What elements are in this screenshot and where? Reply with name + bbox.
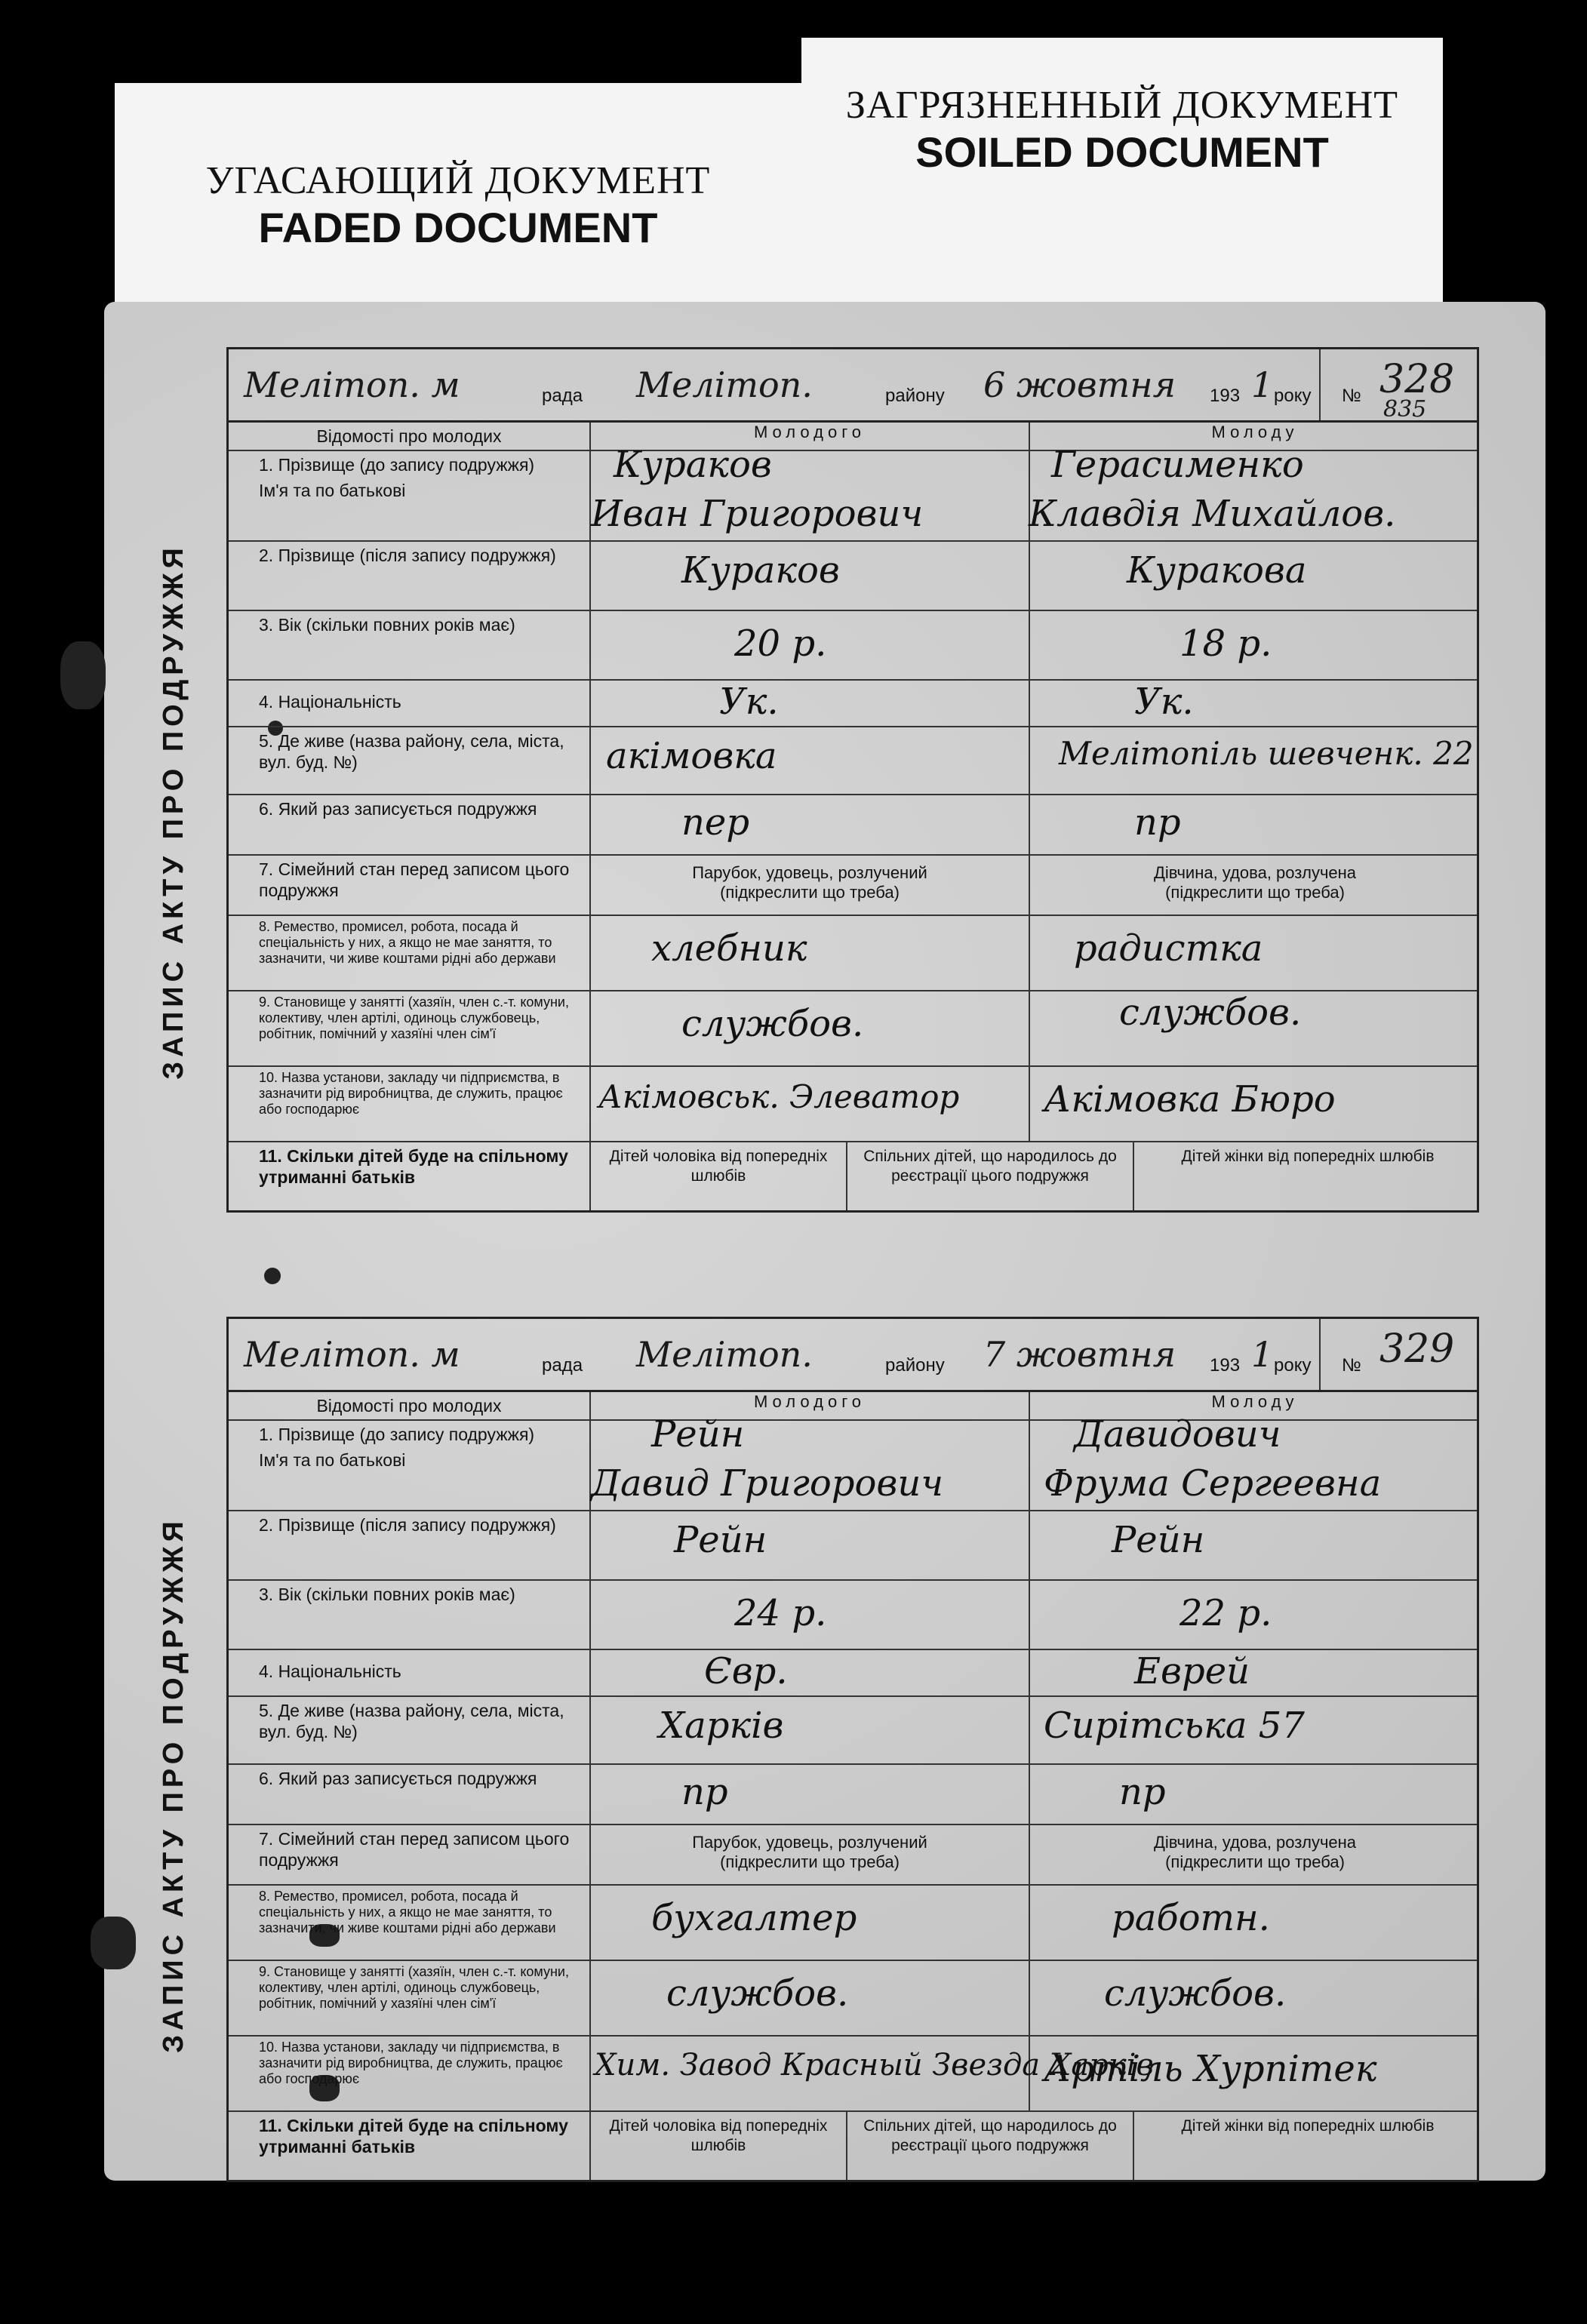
date-value: 6 жовтня	[983, 364, 1176, 405]
table-row	[229, 610, 1477, 679]
groom-age: 24 р.	[734, 1592, 827, 1634]
q7-groom-options: Парубок, удовець, розлучений	[692, 1833, 927, 1852]
groom-age: 20 р.	[734, 622, 827, 665]
faded-document-card	[115, 83, 801, 332]
groom-name: Давид Григорович	[591, 1462, 944, 1505]
bride-header: Молоду	[1211, 423, 1299, 441]
groom-cell	[591, 795, 1030, 854]
groom-cell	[591, 727, 1030, 794]
table-row	[229, 444, 1477, 540]
q7-label: 7. Сімейний стан перед записом цього подружжя	[229, 1825, 591, 1884]
q7-note: (підкреслити що треба)	[720, 1852, 900, 1871]
bride-cell	[1029, 444, 1481, 540]
bride-cell	[1029, 1511, 1481, 1579]
bride-residence: Сирітська 57	[1044, 1705, 1305, 1747]
form-2-vertical-title: ЗАПИС АКТУ ПРО ПОДРУЖЖЯ	[157, 1516, 189, 2053]
groom-position: службов.	[666, 1972, 849, 2015]
q7-note: (підкреслити що треба)	[1165, 1852, 1345, 1871]
groom-workplace: Хим. Завод Красный Звезда Харків	[595, 2048, 1154, 2083]
q9-label: 9. Становище у занятті (хазяїн, член с.-т. комуни, колективу, член артілі, одиноць службовець, робітник, помічний у хазяїні член сім'ї	[229, 991, 591, 1065]
q4-label: 4. Національність	[229, 681, 591, 726]
marriage-record-form	[226, 347, 1479, 1200]
q11-label: 11. Скільки дітей буде на спільному утриманні батьків	[229, 2112, 591, 2180]
table-row	[229, 1413, 1477, 1510]
bride-cell	[1029, 1886, 1481, 1960]
q10-label: 10. Назва установи, закладу чи підприємства, в зазначити рід виробництва, де служить, працює або господарює	[229, 2037, 591, 2110]
q-header: Відомості про молодих	[229, 423, 591, 450]
table-row	[229, 1579, 1477, 1649]
stain-mark	[60, 641, 106, 709]
groom-cell	[591, 444, 1030, 540]
record-header	[226, 1317, 1479, 1392]
groom-cell	[591, 1886, 1030, 1960]
bride-age: 18 р.	[1179, 622, 1272, 665]
record-number: 329	[1379, 1326, 1455, 1372]
bride-age: 22 р.	[1179, 1592, 1272, 1634]
bride-cell	[1029, 727, 1481, 794]
q3-label: 3. Вік (скільки повних років має)	[229, 611, 591, 679]
q4-label: 4. Національність	[229, 1650, 591, 1695]
groom-cell	[591, 1581, 1030, 1649]
divider	[1319, 349, 1321, 420]
bride-occupation: работн.	[1112, 1897, 1270, 1939]
groom-cell	[591, 916, 1030, 990]
q3-label: 3. Вік (скільки повних років має)	[229, 1581, 591, 1649]
q6-label: 6. Який раз записується подружжя	[229, 795, 591, 854]
bride-residence: Мелітопіль шевченк. 22	[1059, 735, 1474, 772]
groom-surname-after: Рейн	[674, 1519, 767, 1561]
groom-residence: Харків	[659, 1705, 784, 1747]
groom-workplace: Акімовськ. Элеватор	[598, 1078, 960, 1115]
record-table	[226, 423, 1479, 1213]
bride-nationality: Еврей	[1134, 1650, 1250, 1692]
q7-note: (підкреслити що треба)	[720, 883, 900, 902]
groom-cell	[591, 1511, 1030, 1579]
table-row	[229, 679, 1477, 726]
q5-label: 5. Де живе (назва району, села, міста, вул. буд. №)	[229, 1697, 591, 1763]
groom-cell	[591, 2037, 1154, 2110]
bride-position: службов.	[1119, 991, 1302, 1034]
q11-common-children: Спільних дітей, що народилось до реєстрації цього подружжя	[847, 2112, 1134, 2180]
bride-name: Клавдія Михайлов.	[1029, 493, 1396, 535]
q7-label: 7. Сімейний стан перед записом цього подружжя	[229, 856, 591, 915]
q8-label: 8. Ремество, промисел, робота, посада й спеціальність у них, а якщо не мае заняття, то зазначити, чи живе коштами рідні або держави	[229, 916, 591, 990]
table-row	[229, 1695, 1477, 1763]
bride-cell	[1029, 681, 1481, 726]
faded-label-en: FADED DOCUMENT	[258, 204, 658, 251]
bride-cell	[1029, 1067, 1481, 1141]
bride-nationality: Ук.	[1134, 681, 1194, 723]
bride-cell	[1029, 542, 1481, 610]
soiled-document-card	[801, 38, 1443, 324]
raion-value: Мелітоп.	[636, 364, 813, 405]
bride-header: Молоду	[1211, 1392, 1299, 1411]
q7-bride-options: Дівчина, удова, розлучена	[1153, 1833, 1357, 1852]
bride-cell	[1029, 1697, 1481, 1763]
groom-cell	[591, 1413, 1030, 1510]
groom-cell	[591, 1765, 1030, 1824]
bride-surname-before: Герасименко	[1051, 444, 1304, 486]
number-label: №	[1342, 386, 1361, 406]
raion-label: району	[885, 1355, 945, 1376]
raion-value: Мелітоп.	[636, 1334, 813, 1375]
table-row	[229, 2035, 1477, 2110]
bride-cell	[1029, 856, 1481, 915]
groom-times: пер	[681, 801, 750, 844]
bride-cell	[1029, 795, 1481, 854]
q11-label: 11. Скільки дітей буде на спільному утриманні батьків	[229, 1142, 591, 1210]
rada-value: Мелітоп. м	[244, 1334, 460, 1375]
stain-mark	[264, 1268, 281, 1284]
bride-cell	[1029, 1650, 1481, 1695]
record-number: 328	[1379, 357, 1455, 402]
bride-cell	[1029, 1765, 1481, 1824]
year-prefix: 193	[1210, 1355, 1241, 1376]
form-1-vertical-title: ЗАПИС АКТУ ПРО ПОДРУЖЖЯ	[157, 543, 189, 1080]
groom-residence: акімовка	[606, 735, 777, 777]
q10-label: 10. Назва установи, закладу чи підприємства, в зазначити рід виробництва, де служить, працює або господарює	[229, 1067, 591, 1141]
groom-name: Иван Григорович	[591, 493, 924, 535]
record-number-2: 835	[1383, 396, 1427, 423]
groom-header: Молодого	[591, 1392, 1030, 1419]
bride-position: службов.	[1104, 1972, 1287, 2015]
bride-occupation: радистка	[1074, 927, 1263, 970]
q5-label: 5. Де живе (назва району, села, міста, вул. буд. №)	[229, 727, 591, 794]
q6-label: 6. Який раз записується подружжя	[229, 1765, 591, 1824]
groom-cell	[591, 1067, 1030, 1141]
table-row	[229, 794, 1477, 854]
divider	[1319, 1319, 1321, 1390]
year-prefix: 193	[1210, 386, 1241, 406]
bride-workplace: Артіль Хурпітек	[1044, 2048, 1377, 2090]
groom-position: службов.	[681, 1003, 864, 1045]
q11-groom-children: Дітей чоловіка від попередніх шлюбів	[591, 1142, 847, 1210]
groom-header: Молодого	[591, 423, 1030, 450]
table-row	[229, 726, 1477, 794]
marriage-record-form	[226, 1317, 1479, 2173]
bride-cell	[1029, 1961, 1481, 2035]
table-row	[229, 1510, 1477, 1579]
bride-workplace: Акімовка Бюро	[1044, 1078, 1336, 1120]
groom-cell	[591, 991, 1030, 1065]
table-row	[229, 540, 1477, 610]
table-row	[229, 990, 1477, 1065]
bride-cell	[1029, 916, 1481, 990]
bride-times: пр	[1134, 801, 1181, 844]
faded-label-ru: УГАСАЮЩИЙ ДОКУМЕНТ	[205, 159, 711, 202]
table-row	[229, 1065, 1477, 1141]
groom-cell	[591, 542, 1030, 610]
soiled-label-ru: ЗАГРЯЗНЕННЫЙ ДОКУМЕНТ	[845, 84, 1399, 127]
bride-cell	[1029, 991, 1481, 1065]
groom-cell	[591, 856, 1030, 915]
q11-common-children: Спільних дітей, що народилось до реєстрації цього подружжя	[847, 1142, 1134, 1210]
q7-bride-options: Дівчина, удова, розлучена	[1153, 863, 1357, 882]
table-row	[229, 1824, 1477, 1884]
groom-surname-before: Кураков	[614, 444, 772, 486]
number-label: №	[1342, 1355, 1361, 1376]
bride-surname-after: Куракова	[1127, 549, 1307, 592]
table-row	[229, 2110, 1477, 2180]
bride-cell	[1029, 2037, 1481, 2110]
bride-surname-before: Давидович	[1074, 1413, 1281, 1456]
year-digit: 1	[1251, 1334, 1274, 1375]
rada-label: рада	[542, 386, 583, 406]
record-table	[226, 1392, 1479, 2182]
bride-cell	[1029, 611, 1481, 679]
groom-nationality: Євр.	[704, 1650, 788, 1692]
groom-cell	[591, 611, 1030, 679]
q8-label: 8. Ремество, промисел, робота, посада й спеціальність у них, а якщо не мае заняття, то зазначити, чи живе коштами рідні або держави	[229, 1886, 591, 1960]
groom-cell	[591, 1697, 1030, 1763]
groom-cell	[591, 681, 1030, 726]
rada-value: Мелітоп. м	[244, 364, 460, 405]
groom-cell	[591, 1650, 1030, 1695]
q11-bride-children: Дітей жінки від попередніх шлюбів	[1181, 2117, 1435, 2135]
groom-occupation: бухгалтер	[651, 1897, 857, 1939]
q11-groom-children: Дітей чоловіка від попередніх шлюбів	[591, 2112, 847, 2180]
record-header	[226, 347, 1479, 423]
q-header: Відомості про молодих	[229, 1392, 591, 1419]
bride-name: Фрума Сергеевна	[1044, 1462, 1382, 1505]
groom-cell	[591, 1961, 1030, 2035]
q7-groom-options: Парубок, удовець, розлучений	[692, 863, 927, 882]
table-row	[229, 1141, 1477, 1210]
date-value: 7 жовтня	[983, 1334, 1176, 1375]
groom-cell	[591, 1825, 1030, 1884]
bride-cell	[1029, 1581, 1481, 1649]
groom-surname-after: Кураков	[681, 549, 840, 592]
q2-label: 2. Прізвище (після запису подружжя)	[229, 542, 591, 610]
raion-label: району	[885, 386, 945, 406]
bride-times: пр	[1119, 1771, 1166, 1813]
year-label: року	[1274, 386, 1312, 406]
groom-nationality: Ук.	[719, 681, 779, 723]
bride-surname-after: Рейн	[1112, 1519, 1205, 1561]
year-label: року	[1274, 1355, 1312, 1376]
rada-label: рада	[542, 1355, 583, 1376]
year-digit: 1	[1251, 364, 1274, 405]
groom-surname-before: Рейн	[651, 1413, 745, 1456]
q7-note: (підкреслити що треба)	[1165, 883, 1345, 902]
table-row	[229, 1763, 1477, 1824]
table-head-row	[229, 1392, 1477, 1419]
bride-cell	[1029, 1825, 1481, 1884]
q1-label: 1. Прізвище (до запису подружжя) Ім'я та по батькові	[229, 451, 591, 540]
q11-bride-children: Дітей жінки від попередніх шлюбів	[1181, 1148, 1435, 1165]
bride-cell	[1029, 1413, 1481, 1510]
q1-label: 1. Прізвище (до запису подружжя) Ім'я та по батькові	[229, 1421, 591, 1510]
groom-occupation: хлебник	[651, 927, 807, 970]
table-row	[229, 1649, 1477, 1695]
table-row	[229, 1960, 1477, 2035]
table-row	[229, 915, 1477, 990]
groom-times: пр	[681, 1771, 728, 1813]
soiled-label-en: SOILED DOCUMENT	[915, 128, 1329, 176]
q2-label: 2. Прізвище (після запису подружжя)	[229, 1511, 591, 1579]
q9-label: 9. Становище у занятті (хазяїн, член с.-т. комуни, колективу, член артілі, одиноць службовець, робітник, помічний у хазяїні член сім'ї	[229, 1961, 591, 2035]
table-row	[229, 854, 1477, 915]
table-row	[229, 1884, 1477, 1960]
